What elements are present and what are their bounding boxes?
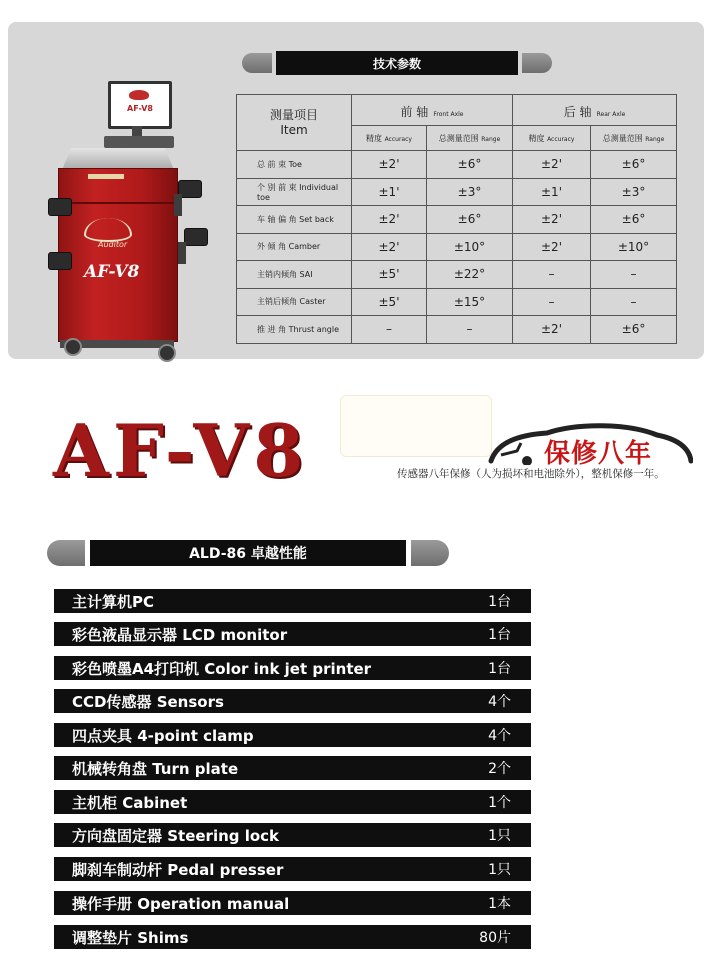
item-qty: 1本	[488, 896, 511, 912]
item-qty: 1只	[488, 828, 511, 844]
table-row	[237, 206, 677, 234]
list-item	[54, 589, 531, 613]
table-row	[237, 316, 677, 344]
caster-wheel-icon	[158, 344, 176, 362]
range-en: Range	[481, 135, 501, 143]
front-axle-cn: 前 轴	[400, 104, 429, 119]
sensor-head-icon	[48, 252, 72, 270]
table-row	[237, 261, 677, 289]
table-row	[237, 178, 677, 206]
item-label: 四点夹具 4-point clamp	[72, 726, 254, 745]
accuracy-cn: 精度	[366, 133, 383, 143]
spec-title-bar	[242, 51, 552, 75]
caster-wheel-icon	[64, 338, 82, 356]
item-label: 彩色液晶显示器 LCD monitor	[72, 625, 288, 644]
rear-axle-en: Rear Axle	[596, 110, 626, 118]
list-item	[54, 756, 531, 780]
front-axle-en: Front Axle	[433, 110, 464, 118]
front-accuracy-cell: ±5'	[352, 288, 427, 316]
row-label: 主销后倾角 Caster	[237, 288, 352, 316]
row-label: 总 前 束 Toe	[237, 151, 352, 179]
range-en: Range	[645, 135, 665, 143]
range-cn: 总测量范围	[602, 133, 643, 143]
monitor-illustration	[108, 81, 172, 129]
row-label: 主销内倾角 SAI	[237, 261, 352, 289]
list-item	[54, 689, 531, 713]
cabinet-divider	[58, 202, 176, 204]
row-label: 个 别 前 束 Individual toe	[237, 178, 352, 206]
front-accuracy-cell: ±2'	[352, 233, 427, 261]
title-bar-cap-left	[242, 53, 272, 73]
item-header-en: Item	[280, 122, 308, 137]
table-row	[237, 288, 677, 316]
warranty-note: 传感器八年保修（人为损坏和电池除外），整机保修一年。	[397, 468, 665, 480]
features-title-bar	[47, 540, 449, 566]
cabinet-top	[62, 148, 174, 170]
rear-range-cell: ±10°	[591, 233, 677, 261]
rear-accuracy-cell: ±2'	[513, 316, 591, 344]
item-label: 主机柜 Cabinet	[72, 793, 188, 812]
rear-accuracy-cell: ±2'	[513, 151, 591, 179]
warranty-frame	[340, 395, 492, 457]
brand-model-title: AF-V8	[53, 408, 308, 493]
rear-accuracy-cell: ±1'	[513, 178, 591, 206]
wheel-aligner-machine-image	[48, 56, 208, 356]
item-label: 机械转角盘 Turn plate	[72, 759, 239, 778]
rear-accuracy-cell: ±2'	[513, 233, 591, 261]
item-label: 方向盘固定器 Steering lock	[72, 826, 280, 845]
table-row	[237, 151, 677, 179]
front-accuracy-cell: –	[352, 316, 427, 344]
item-qty: 1个	[488, 795, 511, 811]
front-range-cell: ±3°	[427, 178, 513, 206]
printer-slot	[88, 174, 124, 179]
list-item	[54, 790, 531, 814]
front-accuracy-cell: ±5'	[352, 261, 427, 289]
sensor-arm	[178, 242, 186, 264]
list-item	[54, 925, 531, 949]
item-qty: 1只	[488, 862, 511, 878]
front-axle-header	[352, 95, 513, 126]
title-bar-cap-right	[411, 540, 449, 566]
item-header	[237, 95, 352, 151]
monitor-stand	[132, 126, 142, 136]
item-qty: 4个	[488, 728, 511, 744]
features-title: ALD-86 卓越性能	[90, 540, 406, 566]
accuracy-en: Accuracy	[384, 135, 412, 143]
front-range-header	[427, 126, 513, 151]
monitor-model-text: AF-V8	[127, 104, 153, 113]
range-cn: 总测量范围	[438, 133, 479, 143]
front-range-cell: –	[427, 316, 513, 344]
rear-range-cell: ±6°	[591, 151, 677, 179]
rear-range-cell: –	[591, 288, 677, 316]
row-label: 外 倾 角 Camber	[237, 233, 352, 261]
rear-range-header	[591, 126, 677, 151]
accuracy-cn: 精度	[528, 133, 545, 143]
cabinet-brand-text: Auditor	[98, 240, 128, 249]
cabinet-model-text: AF-V8	[84, 262, 140, 282]
item-label: 主计算机PC	[72, 592, 155, 611]
rear-range-cell: –	[591, 261, 677, 289]
item-qty: 4个	[488, 694, 511, 710]
spec-title: 技术参数	[276, 51, 518, 75]
item-qty: 2个	[488, 761, 511, 777]
sensor-head-icon	[184, 228, 208, 246]
spec-table	[236, 94, 677, 344]
rear-accuracy-cell: –	[513, 288, 591, 316]
rear-accuracy-header	[513, 126, 591, 151]
rear-axle-header	[513, 95, 677, 126]
accuracy-en: Accuracy	[547, 135, 575, 143]
item-qty: 80片	[479, 930, 511, 946]
brand-logo-icon	[129, 90, 149, 100]
front-range-cell: ±22°	[427, 261, 513, 289]
title-bar-cap-left	[47, 540, 85, 566]
sensor-arm	[174, 194, 182, 216]
front-accuracy-cell: ±1'	[352, 178, 427, 206]
spec-panel	[8, 22, 704, 359]
list-item	[54, 823, 531, 847]
item-label: 操作手册 Operation manual	[72, 894, 290, 913]
front-range-cell: ±6°	[427, 151, 513, 179]
rear-range-cell: ±6°	[591, 206, 677, 234]
rear-accuracy-cell: –	[513, 261, 591, 289]
title-bar-cap-right	[522, 53, 552, 73]
front-range-cell: ±15°	[427, 288, 513, 316]
front-range-cell: ±10°	[427, 233, 513, 261]
table-row	[237, 233, 677, 261]
item-label: CCD传感器 Sensors	[72, 692, 224, 711]
rear-accuracy-cell: ±2'	[513, 206, 591, 234]
front-accuracy-header	[352, 126, 427, 151]
sensor-head-icon	[48, 198, 72, 216]
list-item	[54, 891, 531, 915]
item-header-cn: 测量项目	[269, 107, 318, 122]
rear-range-cell: ±3°	[591, 178, 677, 206]
item-label: 彩色喷墨A4打印机 Color ink jet printer	[72, 659, 372, 678]
row-label: 推 进 角 Thrust angle	[237, 316, 352, 344]
list-item	[54, 656, 531, 680]
list-item	[54, 857, 531, 881]
warranty-headline: 保修八年	[544, 439, 653, 469]
list-item	[54, 622, 531, 646]
front-accuracy-cell: ±2'	[352, 151, 427, 179]
rear-axle-cn: 后 轴	[563, 104, 592, 119]
keyboard-tray	[104, 136, 174, 148]
item-qty: 1台	[488, 661, 511, 677]
item-qty: 1台	[488, 594, 511, 610]
item-label: 调整垫片 Shims	[72, 928, 189, 947]
item-qty: 1台	[488, 627, 511, 643]
list-item	[54, 723, 531, 747]
cabinet-illustration	[58, 168, 178, 342]
front-accuracy-cell: ±2'	[352, 206, 427, 234]
item-label: 脚刹车制动杆 Pedal presser	[72, 860, 284, 879]
row-label: 车 轴 偏 角 Set back	[237, 206, 352, 234]
front-range-cell: ±6°	[427, 206, 513, 234]
rear-range-cell: ±6°	[591, 316, 677, 344]
